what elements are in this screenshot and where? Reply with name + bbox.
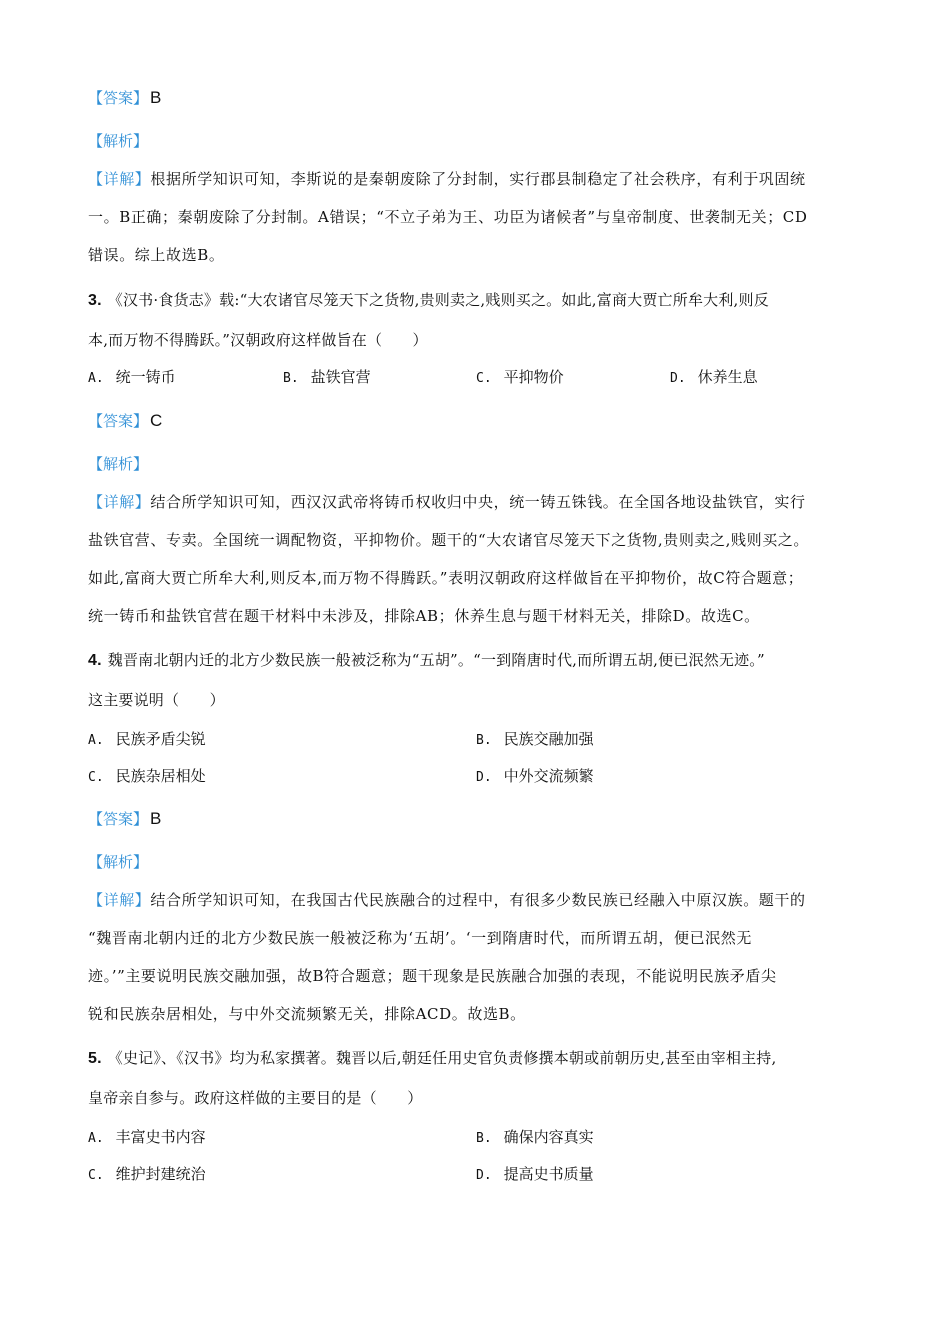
q4-detail-line-4 <box>88 1004 868 1024</box>
q2-detail-text-2: 一。B正确；秦朝废除了分封制。A错误；“不立子弟为王、功臣为诸候者”与皇帝制度、世袭制无关；CD <box>88 208 808 226</box>
q5-stem-line-1 <box>88 1048 868 1069</box>
option-letter: C. <box>476 371 492 386</box>
option-letter: D. <box>476 1168 492 1183</box>
q3-number: 3. <box>88 292 102 309</box>
q5-number: 5. <box>88 1050 102 1067</box>
q4-analysis-heading <box>88 852 868 872</box>
q4-stem-text-1: 魏晋南北朝内迁的北方少数民族一般被泛称为“五胡”。“一到隋唐时代,而所谓五胡,便已泯然无迹。” <box>107 651 765 669</box>
q2-detail-text-3: 错误。综上故选B。 <box>88 246 225 264</box>
answer-tag: 【答案】 <box>88 810 149 828</box>
option-letter: B. <box>476 733 492 748</box>
option-text: 丰富史书内容 <box>115 1128 206 1146</box>
q3-detail-line-2 <box>88 530 868 550</box>
detail-tag: 【详解】 <box>88 493 151 511</box>
q4-stem-line-1 <box>88 650 868 671</box>
option-letter: C. <box>88 770 104 785</box>
option-text: 平抑物价 <box>503 368 564 386</box>
q2-detail-text-1: 根据所学知识可知，李斯说的是秦朝废除了分封制，实行郡县制稳定了社会秩序，有利于巩固统 <box>150 170 806 188</box>
analysis-tag: 【解析】 <box>88 132 149 150</box>
q3-detail-line-3 <box>88 568 868 588</box>
q2-answer-line <box>88 88 868 108</box>
q3-stem-text-2: 本,而万物不得腾跃。”汉朝政府这样做旨在（ ） <box>88 331 428 349</box>
q2-detail-line-3 <box>88 245 868 265</box>
option-text: 休养生息 <box>697 368 758 386</box>
q5-option-d <box>476 1164 594 1186</box>
q2-answer-value: B <box>150 88 162 107</box>
option-letter: C. <box>88 1168 104 1183</box>
q3-detail-text-4: 统一铸币和盐铁官营在题干材料中未涉及，排除AB；休养生息与题干材料无关，排除D。故选C。 <box>88 607 760 625</box>
q5-option-c <box>88 1164 206 1186</box>
q4-answer-line <box>88 809 868 829</box>
q3-stem-line-1 <box>88 290 868 311</box>
q3-option-d <box>670 367 758 389</box>
answer-tag: 【答案】 <box>88 89 149 107</box>
option-letter: A. <box>88 371 104 386</box>
option-letter: B. <box>283 371 299 386</box>
q4-answer-value: B <box>150 809 162 828</box>
q4-number: 4. <box>88 652 102 669</box>
answer-tag: 【答案】 <box>88 412 149 430</box>
option-letter: D. <box>476 770 492 785</box>
option-letter: B. <box>476 1131 492 1146</box>
option-text: 中外交流频繁 <box>503 767 594 785</box>
q3-detail-text-2: 盐铁官营、专卖。全国统一调配物资，平抑物价。题干的“大农诸官尽笼天下之货物,贵则卖之,贱则买之。 <box>88 531 810 549</box>
q4-detail-text-4: 锐和民族杂居相处，与中外交流频繁无关，排除ACD。故选B。 <box>88 1005 526 1023</box>
q5-stem-line-2 <box>88 1088 868 1108</box>
option-text: 维护封建统治 <box>115 1165 206 1183</box>
q5-stem-text-1: 《史记》、《汉书》均为私家撰著。魏晋以后,朝廷任用史官负责修撰本朝或前朝历史,甚至由宰相主持, <box>107 1049 777 1067</box>
q4-detail-line-1 <box>88 890 868 910</box>
q3-analysis-heading <box>88 454 868 474</box>
q3-answer-value: C <box>150 411 163 430</box>
q4-detail-text-1: 结合所学知识可知，在我国古代民族融合的过程中，有很多少数民族已经融入中原汉族。题干的 <box>150 891 806 909</box>
q2-detail-line-1 <box>88 169 868 189</box>
q5-option-a <box>88 1127 206 1149</box>
q3-answer-line <box>88 411 868 431</box>
q4-detail-text-2: “魏晋南北朝内迁的北方少数民族一般被泛称为‘五胡’。‘一到隋唐时代，而所谓五胡，便已泯然无 <box>88 929 752 947</box>
q4-option-a <box>88 729 206 751</box>
option-text: 民族矛盾尖锐 <box>115 730 206 748</box>
detail-tag: 【详解】 <box>88 170 151 188</box>
q4-option-c <box>88 766 206 788</box>
analysis-tag: 【解析】 <box>88 853 149 871</box>
detail-tag: 【详解】 <box>88 891 151 909</box>
q2-detail-line-2 <box>88 207 868 227</box>
q4-detail-line-2 <box>88 928 868 948</box>
option-text: 确保内容真实 <box>503 1128 594 1146</box>
option-letter: A. <box>88 733 104 748</box>
q3-stem-line-2 <box>88 330 868 350</box>
q2-analysis-heading <box>88 131 868 151</box>
q4-detail-line-3 <box>88 966 868 986</box>
q3-detail-line-1 <box>88 492 868 512</box>
q3-option-a <box>88 367 176 389</box>
option-text: 民族交融加强 <box>503 730 594 748</box>
option-text: 提高史书质量 <box>503 1165 594 1183</box>
q4-stem-line-2 <box>88 690 868 710</box>
q3-detail-text-3: 如此,富商大贾亡所牟大利,则反本,而万物不得腾跃。”表明汉朝政府这样做旨在平抑物价，故C符合题意； <box>88 569 804 587</box>
q4-detail-text-3: 迹。’”主要说明民族交融加强，故B符合题意；题干现象是民族融合加强的表现，不能说明民族矛盾尖 <box>88 967 777 985</box>
q3-detail-line-4 <box>88 606 868 626</box>
q3-stem-text-1: 《汉书·食货志》载:“大农诸官尽笼天下之货物,贵则卖之,贱则买之。如此,富商大贾亡所牟大利,则反 <box>107 291 769 309</box>
analysis-tag: 【解析】 <box>88 455 149 473</box>
q3-option-c <box>476 367 564 389</box>
q5-stem-text-2: 皇帝亲自参与。政府这样做的主要目的是（ ） <box>88 1089 423 1107</box>
option-letter: D. <box>670 371 686 386</box>
option-text: 统一铸币 <box>115 368 176 386</box>
option-letter: A. <box>88 1131 104 1146</box>
option-text: 盐铁官营 <box>310 368 371 386</box>
q5-option-b <box>476 1127 594 1149</box>
option-text: 民族杂居相处 <box>115 767 206 785</box>
q3-option-b <box>283 367 371 389</box>
q4-option-b <box>476 729 594 751</box>
q3-detail-text-1: 结合所学知识可知，西汉汉武帝将铸币权收归中央，统一铸五铢钱。在全国各地设盐铁官，实行 <box>150 493 806 511</box>
q4-option-d <box>476 766 594 788</box>
q4-stem-text-2: 这主要说明（ ） <box>88 691 225 709</box>
